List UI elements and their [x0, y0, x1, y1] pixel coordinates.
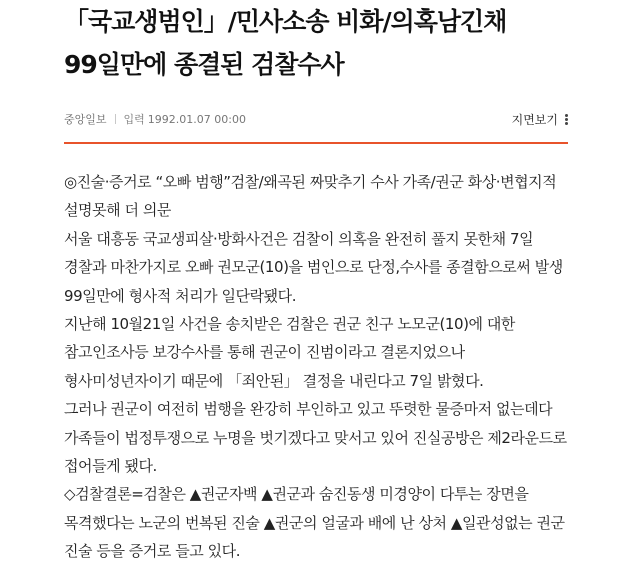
article-body: [64, 168, 574, 566]
body-line: ◇검찰결론=검찰은 ▲권군자백 ▲권군과 숨진동생 미경양이 다투는 장면을: [64, 485, 529, 504]
body-line: 99일만에 형사적 처리가 일단락됐다.: [64, 286, 297, 305]
body-line: 서울 대흥동 국교생피살·방화사건은 검찰이 의혹을 완전히 풀지 못한채 7일: [64, 229, 534, 248]
date-label: 입력: [123, 113, 145, 126]
print-edition-label: 지면보기: [511, 112, 558, 127]
accent-divider: [64, 142, 568, 144]
body-line: 목격했다는 노군의 번복된 진술 ▲권군의 얼굴과 배에 난 상처 ▲일관성없는 권군: [64, 513, 565, 532]
body-line: 참고인조사등 보강수사를 통해 권군이 진범이라고 결론지었으나: [64, 343, 465, 362]
body-line: 그러나 권군이 여전히 범행을 완강히 부인하고 있고 뚜렷한 물증마저 없는데다: [64, 400, 553, 419]
meta-divider: [115, 114, 116, 124]
more-vertical-icon: [565, 114, 568, 125]
body-line: 진술 등을 증거로 들고 있다.: [64, 542, 241, 561]
body-line: 가족들이 법정투쟁으로 누명을 벗기겠다고 맞서고 있어 진실공방은 제2라운드로: [64, 428, 567, 447]
headline-line: 99일만에 종결된 검찰수사: [64, 50, 344, 79]
published-date: 1992.01.07 00:00: [147, 112, 246, 126]
body-line: 형사미성년자이기 때문에 「죄안된」 결정을 내린다고 7일 밝혔다.: [64, 371, 484, 390]
body-line: 접어들게 됐다.: [64, 457, 157, 476]
body-line: 지난해 10월21일 사건을 송치받은 검찰은 권군 친구 노모군(10)에 대한: [64, 315, 515, 334]
body-line: ◎진술·증거로 “오빠 범행”검찰/왜곡된 짜맞추기 수사 가족/권군 화상·변협지적: [64, 173, 557, 191]
body-line: 설명못해 더 의문: [64, 201, 171, 220]
article-headline: [64, 0, 604, 86]
body-line: 경찰과 마찬가지로 오빠 권모군(10)을 범인으로 단정,수사를 종결함으로써 발생: [64, 258, 563, 277]
headline-line: 「국교생범인」/민사소송 비화/의혹남긴채: [64, 7, 507, 36]
print-edition-button[interactable]: [512, 111, 568, 128]
source-name: 중앙일보: [64, 113, 107, 126]
article-meta-bar: [64, 108, 568, 130]
